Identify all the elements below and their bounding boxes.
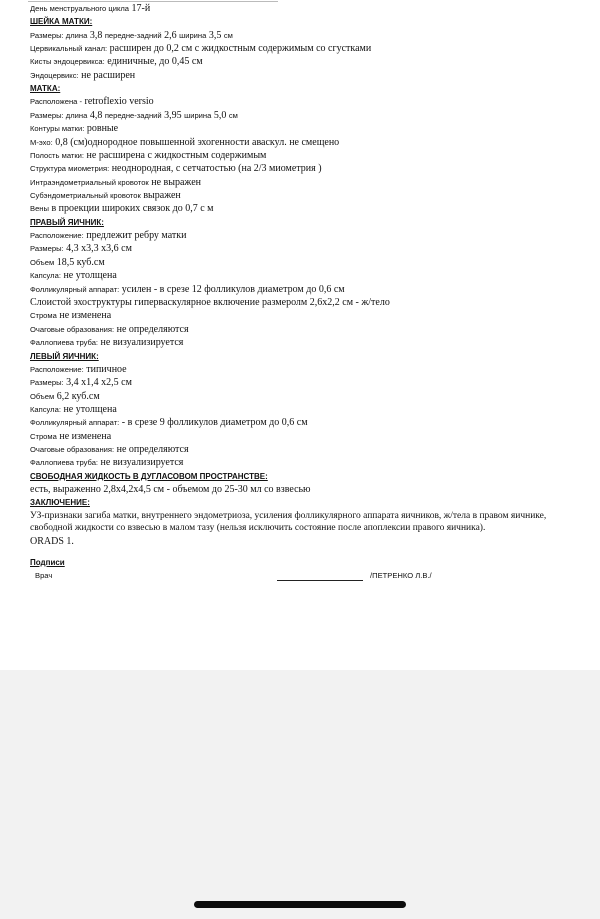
left-ovary-heading: ЛЕВЫЙ ЯИЧНИК: xyxy=(30,351,99,361)
field-label: Вены xyxy=(30,204,49,214)
field-label: Капсула: xyxy=(30,271,61,281)
field-value: не изменена xyxy=(59,430,112,442)
cervix-heading: ШЕЙКА МАТКИ: xyxy=(30,17,93,27)
right-ovary-volume-line xyxy=(30,256,590,269)
signatures-heading: Подписи xyxy=(30,557,65,567)
field-label: Размеры: xyxy=(30,378,64,388)
cycle-day-line xyxy=(30,2,590,15)
home-indicator[interactable] xyxy=(194,901,406,908)
field-label: Структура миометрия: xyxy=(30,164,110,174)
intraendometrial-flow-line xyxy=(30,176,590,189)
field-value: есть, выраженно 2,8х4,2х4,5 см - объемом до 25-30 мл со взвесью xyxy=(30,484,311,496)
left-ovary-volume-line xyxy=(30,390,590,403)
doctor-name: /ПЕТРЕНКО Л.В./ xyxy=(370,570,432,580)
right-ovary-heading: ПРАВЫЙ ЯИЧНИК: xyxy=(30,217,104,227)
uterine-cavity-line xyxy=(30,149,590,162)
free-fluid-heading: СВОБОДНАЯ ЖИДКОСТЬ В ДУГЛАСОВОМ ПРОСТРАНСТВЕ: xyxy=(30,471,268,481)
right-ovary-size-line xyxy=(30,242,590,255)
doctor-role: Врач xyxy=(35,570,53,580)
right-ovary-lesions-line xyxy=(30,323,590,336)
corpus-luteum-line xyxy=(30,296,590,309)
doctor-signature-row xyxy=(30,569,590,583)
uterus-size-line xyxy=(30,109,590,122)
myometrium-line xyxy=(30,162,590,175)
field-value: 3,4 х1,4 х2,5 см xyxy=(66,377,132,389)
right-ovary-stroma-line xyxy=(30,309,590,322)
field-value: выражен xyxy=(143,190,181,202)
left-tube-line xyxy=(30,456,590,469)
field-label: Размеры: длина xyxy=(30,110,88,120)
left-ovary-capsule-line xyxy=(30,403,590,416)
uterus-heading: МАТКА: xyxy=(30,84,61,94)
field-label: Полость матки: xyxy=(30,150,85,160)
field-value: 6,2 куб.см xyxy=(56,390,100,402)
veins-line xyxy=(30,202,590,215)
field-label: Очаговые образования: xyxy=(30,445,115,455)
cervical-canal-line xyxy=(30,42,590,55)
field-label: Интраэндометриальный кровоток xyxy=(30,177,149,187)
right-ovary-follicles-line xyxy=(30,283,590,296)
field-label: Размеры: длина xyxy=(30,30,88,40)
field-label: передне-задний xyxy=(104,30,162,40)
field-label: Фолликулярный аппарат: xyxy=(30,284,120,294)
field-label: передне-задний xyxy=(104,110,162,120)
field-label: Контуры матки: xyxy=(30,124,85,134)
field-value: не утолщена xyxy=(63,403,117,415)
field-label: Эндоцервикс: xyxy=(30,70,79,80)
field-label: Кисты эндоцервикса: xyxy=(30,57,105,67)
field-label: Размеры: xyxy=(30,244,64,254)
field-label: Объем xyxy=(30,391,55,401)
field-value: предлежит ребру матки xyxy=(86,230,187,242)
free-fluid-line xyxy=(30,483,590,496)
conclusion-heading: ЗАКЛЮЧЕНИЕ: xyxy=(30,498,90,508)
field-value: 3,95 xyxy=(164,109,182,121)
left-ovary-lesions-line xyxy=(30,443,590,456)
right-ovary-position-line xyxy=(30,229,590,242)
field-label: Цервикальный канал: xyxy=(30,43,108,53)
field-value: не определяются xyxy=(116,444,189,456)
field-value: единичные, до 0,45 см xyxy=(107,56,203,68)
field-value: - в срезе 9 фолликулов диаметром до 0,6 см xyxy=(121,417,308,429)
field-value: усилен - в срезе 12 фолликулов диаметром до 0,6 см xyxy=(121,283,345,295)
field-label: Очаговые образования: xyxy=(30,324,115,334)
field-value: расширен до 0,2 см с жидкостным содержимым со сгустками xyxy=(109,42,372,54)
field-value: 0,8 (см)однородное повышенной эхогенности аваскул. не смещено xyxy=(55,136,340,148)
field-label: Расположение: xyxy=(30,364,84,374)
field-label: Капсула: xyxy=(30,404,61,414)
field-value: 2,6 xyxy=(164,29,177,41)
field-value: неоднородная, с сетчатостью (на 2/3 миометрия ) xyxy=(111,163,322,175)
field-label: ширина xyxy=(184,110,212,120)
field-label: Фаллопиева труба: xyxy=(30,458,99,468)
field-value: не расширена с жидкостным содержимым xyxy=(86,149,267,161)
field-value: не визуализируется xyxy=(100,337,184,349)
field-label: М-эхо: xyxy=(30,137,53,147)
conclusion-text: УЗ-признаки загиба матки, внутреннего эндометриоза, усиления фолликулярного аппарата яичников, ж/тела в правом яичнике, свободной жидкости со взвесью в малом тазу (нельзя исключить состояние после апоплексии правого яичника). xyxy=(30,510,547,534)
field-value: 4,3 х3,3 х3,6 см xyxy=(66,243,132,255)
cervix-size-line xyxy=(30,29,590,42)
ultrasound-report xyxy=(30,2,590,583)
field-unit: см xyxy=(228,110,238,120)
field-label: Фолликулярный аппарат: xyxy=(30,418,120,428)
field-label: Строма xyxy=(30,311,57,321)
field-value: 3,8 xyxy=(89,29,103,41)
field-value: типичное xyxy=(86,363,127,375)
field-unit: см xyxy=(223,30,233,40)
signature-line xyxy=(277,580,363,581)
cycle-day-label: День менструального цикла xyxy=(30,4,130,13)
field-value: не выражен xyxy=(151,176,202,188)
field-label: Фаллопиева труба: xyxy=(30,338,99,348)
field-value: retroflexio versio xyxy=(84,96,154,108)
endocervix-line xyxy=(30,69,590,82)
cycle-day-value: 17-й xyxy=(131,3,151,14)
uterus-contours-line xyxy=(30,122,590,135)
right-ovary-capsule-line xyxy=(30,269,590,282)
field-label: Объем xyxy=(30,257,55,267)
field-value: не расширен xyxy=(81,69,136,81)
left-ovary-position-line xyxy=(30,363,590,376)
field-value: не утолщена xyxy=(63,270,117,282)
field-value: 5,0 xyxy=(213,109,227,121)
field-value: 3,5 xyxy=(208,29,222,41)
subendometrial-flow-line xyxy=(30,189,590,202)
field-label: Расположена - xyxy=(30,97,83,107)
left-ovary-follicles-line xyxy=(30,416,590,429)
field-value: в проекции широких связок до 0,7 с м xyxy=(51,203,214,215)
left-ovary-size-line xyxy=(30,376,590,389)
endocervix-cysts-line xyxy=(30,55,590,68)
left-ovary-stroma-line xyxy=(30,430,590,443)
field-value: не визуализируется xyxy=(100,457,184,469)
m-echo-line xyxy=(30,136,590,149)
field-value: не изменена xyxy=(59,310,112,322)
field-value: Слоистой эхоструктуры гиперваскулярное включение размеролм 2,6х2,2 см - ж/тело xyxy=(30,296,390,308)
orads-score: ORADS 1. xyxy=(30,535,74,547)
field-value: ровные xyxy=(86,123,119,135)
uterus-position-line xyxy=(30,95,590,108)
field-label: Строма xyxy=(30,431,57,441)
field-value: 4,8 xyxy=(89,109,103,121)
field-label: ширина xyxy=(179,30,207,40)
field-label: Расположение: xyxy=(30,231,84,241)
field-value: 18,5 куб.см xyxy=(56,256,105,268)
field-value: не определяются xyxy=(116,323,189,335)
right-tube-line xyxy=(30,336,590,349)
field-label: Субэндометриальный кровоток xyxy=(30,191,141,201)
